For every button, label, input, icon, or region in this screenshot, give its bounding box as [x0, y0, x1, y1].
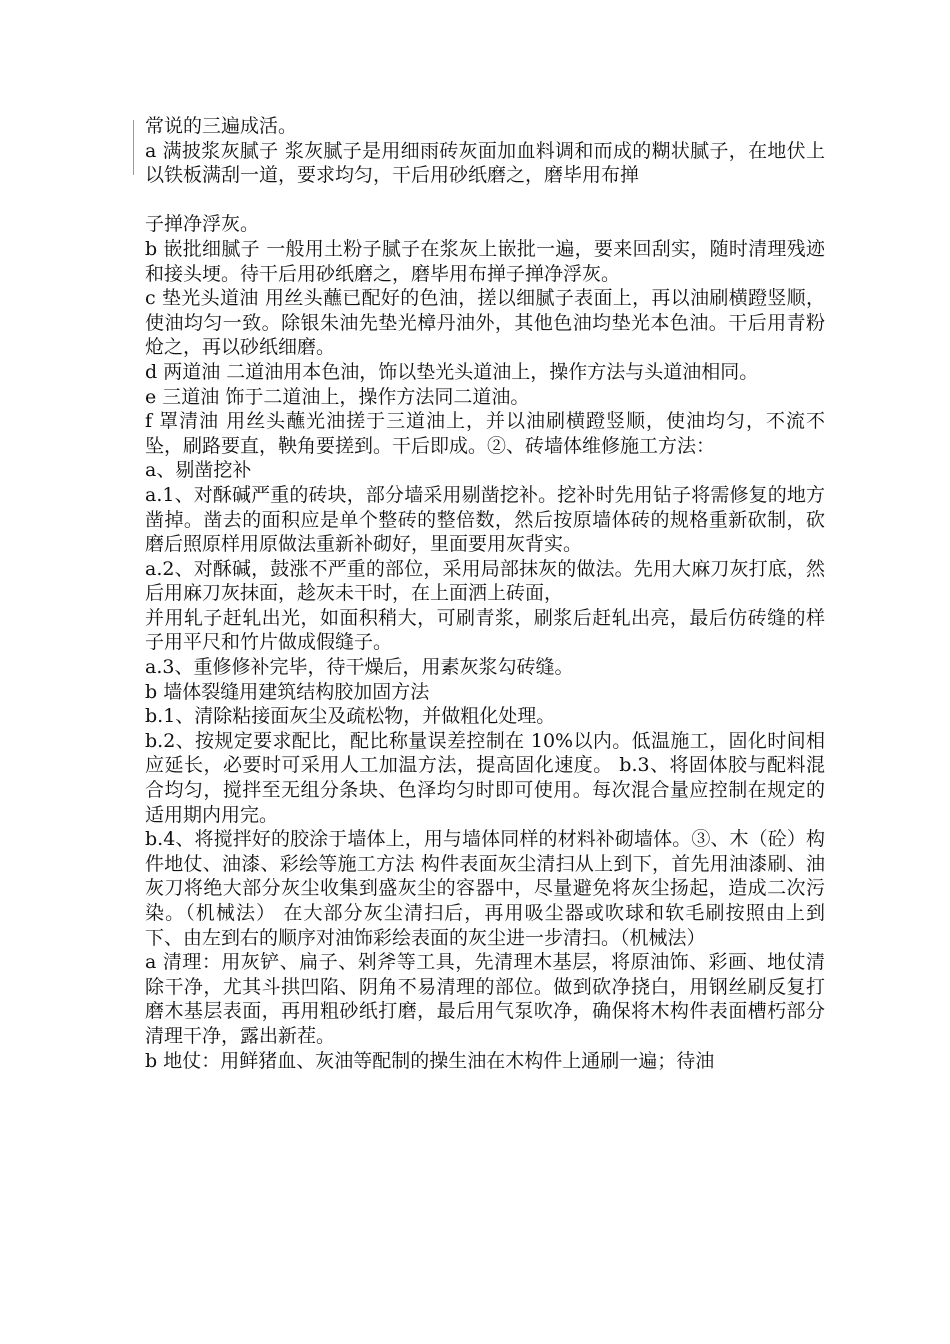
- paragraph-line: 并用轧子赶轧出光，如面积稍大，可刷青浆，刷浆后赶轧出亮，最后仿砖缝的样子用平尺和竹片做成假缝子。: [145, 606, 825, 654]
- paragraph-line: b 墙体裂缝用建筑结构胶加固方法: [145, 680, 430, 703]
- paragraph-line: 子掸净浮灰。: [145, 213, 260, 236]
- text-cursor: [133, 120, 134, 175]
- paragraph-line: a 满披浆灰腻子 浆灰腻子是用细雨砖灰面加血料调和而成的糊状腻子，在地伏上以铁板满刮一道，要求均匀，干后用砂纸磨之，磨毕用布掸: [145, 139, 825, 187]
- paragraph-line: a.2、对酥碱，鼓涨不严重的部位，采用局部抹灰的做法。先用大麻刀灰打底，然后用麻刀灰抹面，趁灰未干时，在上面洒上砖面，: [145, 557, 825, 605]
- paragraph-line: a、剔凿挖补: [145, 459, 252, 482]
- paragraph-line: a.3、重修修补完毕，待干燥后，用素灰浆勾砖缝。: [145, 656, 574, 679]
- paragraph-line: a.1、对酥碱严重的砖块，部分墙采用剔凿挖补。挖补时先用钻子将需修复的地方凿掉。凿去的面积应是单个整砖的整倍数，然后按原墙体砖的规格重新砍制，砍磨后照原样用原做法重新补砌好，里面要用灰背实。: [145, 483, 825, 556]
- paragraph-line: e 三道油 饰于二道油上，操作方法同二道油。: [145, 385, 530, 408]
- paragraph-line: b.2、按规定要求配比，配比称量误差控制在 10%以内。低温施工，固化时间相应延长，必要时可采用人工加温方法，提高固化速度。 b.3、将固体胶与配料混合均匀，搅拌至无组分条块、色泽均匀时即可使用。每次混合量应控制在规定的适用期内用完。: [145, 729, 825, 826]
- paragraph-line: b.1、清除粘接面灰尘及疏松物，并做粗化处理。: [145, 705, 556, 728]
- paragraph-line: b 地仗：用鲜猪血、灰油等配制的操生油在木构件上通刷一遍；待油: [145, 1049, 715, 1072]
- document-body: [145, 114, 825, 1073]
- paragraph-line: d 两道油 二道油用本色油，饰以垫光头道油上，操作方法与头道油相同。: [145, 360, 759, 383]
- paragraph-line: f 罩清油 用丝头蘸光油搓于三道油上，并以油刷横蹬竖顺，使油均匀，不流不坠，刷路要直，鞅角要搓到。干后即成。②、砖墙体维修施工方法：: [145, 410, 825, 457]
- paragraph-line: c 垫光头道油 用丝头蘸已配好的色油，搓以细腻子表面上，再以油刷横蹬竖顺，使油均匀一致。除银朱油先垫光樟丹油外，其他色油均垫光本色油。干后用青粉炝之，再以砂纸细磨。: [145, 287, 825, 359]
- paragraph-line: 常说的三遍成活。: [145, 115, 298, 137]
- blank-line: [145, 188, 825, 213]
- paragraph-line: a 清理：用灰铲、扁子、剁斧等工具，先清理木基层，将原油饰、彩画、地仗清除干净，尤其斗拱凹陷、阴角不易清理的部位。做到砍净挠白，用钢丝刷反复打磨木基层表面，再用粗砂纸打磨，最后用气泵吹净，确保将木构件表面槽朽部分清理干净，露出新茬。: [145, 951, 825, 1047]
- paragraph-line: b 嵌批细腻子 一般用土粉子腻子在浆灰上嵌批一遍，要来回刮实，随时清理残迹和接头埂。待干后用砂纸磨之，磨毕用布掸子掸净浮灰。: [145, 237, 825, 285]
- paragraph-line: b.4、将搅拌好的胶涂于墙体上，用与墙体同样的材料补砌墙体。③、木（砼）构件地仗、油漆、彩绘等施工方法 构件表面灰尘清扫从上到下，首先用油漆刷、油灰刀将绝大部分灰尘收集到盛灰尘的容器中，尽量避免将灰尘扬起，造成二次污染。（机械法） 在大部分灰尘清扫后，再用吸尘器或吹球和软毛刷按照由上到下、由左到右的顺序对油饰彩绘表面的灰尘进一步清扫。（机械法）: [145, 828, 825, 949]
